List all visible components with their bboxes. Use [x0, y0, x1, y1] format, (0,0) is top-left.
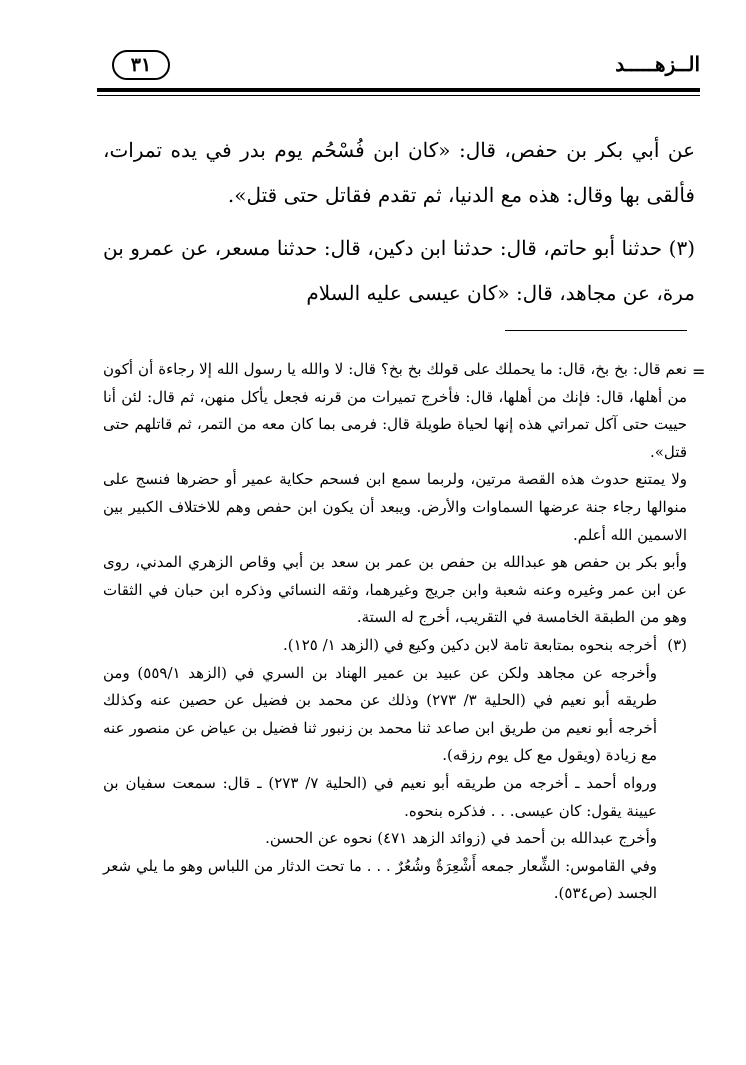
footnote-3-paragraph-1: وأخرجه عن مجاهد ولكن عن عبيد بن عمير الهناد بن السري في (الزهد ٥٥٩/١) ومن طريقه أبو نعيم في (الحلية ٣/ ٢٧٣) وذلك عن محمد بن فضيل عن حصين عنه وكذلك أخرجه أبو نعيم من طريق ابن صاعد ثنا محمد بن زنبور ثنا فضيل بن عياض عن منصور عنه مع زيادة (ويقول مع كل يوم رزقه).: [103, 663, 658, 765]
footnote-continued-3: وأبو بكر بن حفص هو عبدالله بن حفص بن عمر بن سعد بن أبي وقاص الزهري المدني، روى عن ابن عمر وغيره وعنه شعبة وابن جريج وغيرهما، وثقه النسائي وذكره ابن حبان في الثقات وهو من الطبقة الخامسة في التقريب، أخرج له الستة.: [103, 553, 687, 627]
footnote-3-paragraph-2: ورواه أحمد ـ أخرجه من طريقه أبو نعيم في (الحلية ٧/ ٢٧٣) ـ قال: سمعت سفيان بن عيينة يقول: كان عيسى. . . فذكره بنحوه.: [103, 773, 657, 820]
main-paragraph-2: (٣) حدثنا أبو حاتم، قال: حدثنا ابن دكين، قال: حدثنا مسعر، عن عمرو بن مرة، عن مجاهد، قال: «كان عيسى عليه السلام: [103, 236, 695, 305]
running-title: الــزهـــــد: [615, 52, 700, 76]
footnote-continued-1: نعم قال: بخ بخ، قال: ما يحملك على قولك بخ بخ؟ قال: لا والله يا رسول الله إلا رجاءة أن أكون من أهلها، قال: فإنك من أهلها، قال: فأخرج تميرات من قرنه فجعل يأكل منهن، ثم قال: لئن أنا حييت حتى آكل تمراتي هذه إنها لحياة طويلة قال: فرمى بما كان معه من التمر، ثم قاتلهم حتى قتل».: [103, 360, 687, 461]
header-rule-thin: [97, 95, 700, 96]
footnote-3-paragraph-4: وفي القاموس: الشِّعار جمعه أَشْعِرَةٌ وشُعُرٌ . . . ما تحت الدثار من اللباس وهو ما يلي شعر الجسد (ص٥٣٤).: [103, 856, 657, 903]
footnote-separator: [103, 330, 687, 331]
page-header: [97, 44, 700, 94]
footnotes: [103, 356, 687, 908]
continuation-marker: =: [692, 362, 706, 381]
main-text: [103, 128, 695, 324]
page-number: ٣١: [112, 50, 170, 80]
footnote-3-body: [103, 660, 687, 908]
footnote-3: [103, 632, 687, 660]
footnote-3-line-1: أخرجه بنحوه بمتابعة تامة لابن دكين وكيع في (الزهد ١/ ١٢٥).: [283, 635, 657, 654]
main-paragraph-1: عن أبي بكر بن حفص، قال: «كان ابن فُسْحُم يوم بدر في يده تمرات، فألقى بها وقال: هذه مع الدنيا، ثم تقدم فقاتل حتى قتل».: [103, 138, 695, 207]
footnote-continued-2: ولا يمتنع حدوث هذه القصة مرتين، ولربما سمع ابن فسحم حكاية عمير أو حضرها فنسج على منوالها رجاء جنة عرضها السماوات والأرض. ويبعد أن يكون ابن حفص وهم للاختلاف الكبير بين الاسمين الله أعلم.: [103, 470, 687, 544]
header-rule-thick: [97, 88, 700, 92]
footnote-3-marker: (٣): [667, 635, 687, 654]
footnote-3-paragraph-3: وأخرج عبدالله بن أحمد في (زوائد الزهد ٤٧١) نحوه عن الحسن.: [265, 829, 657, 848]
